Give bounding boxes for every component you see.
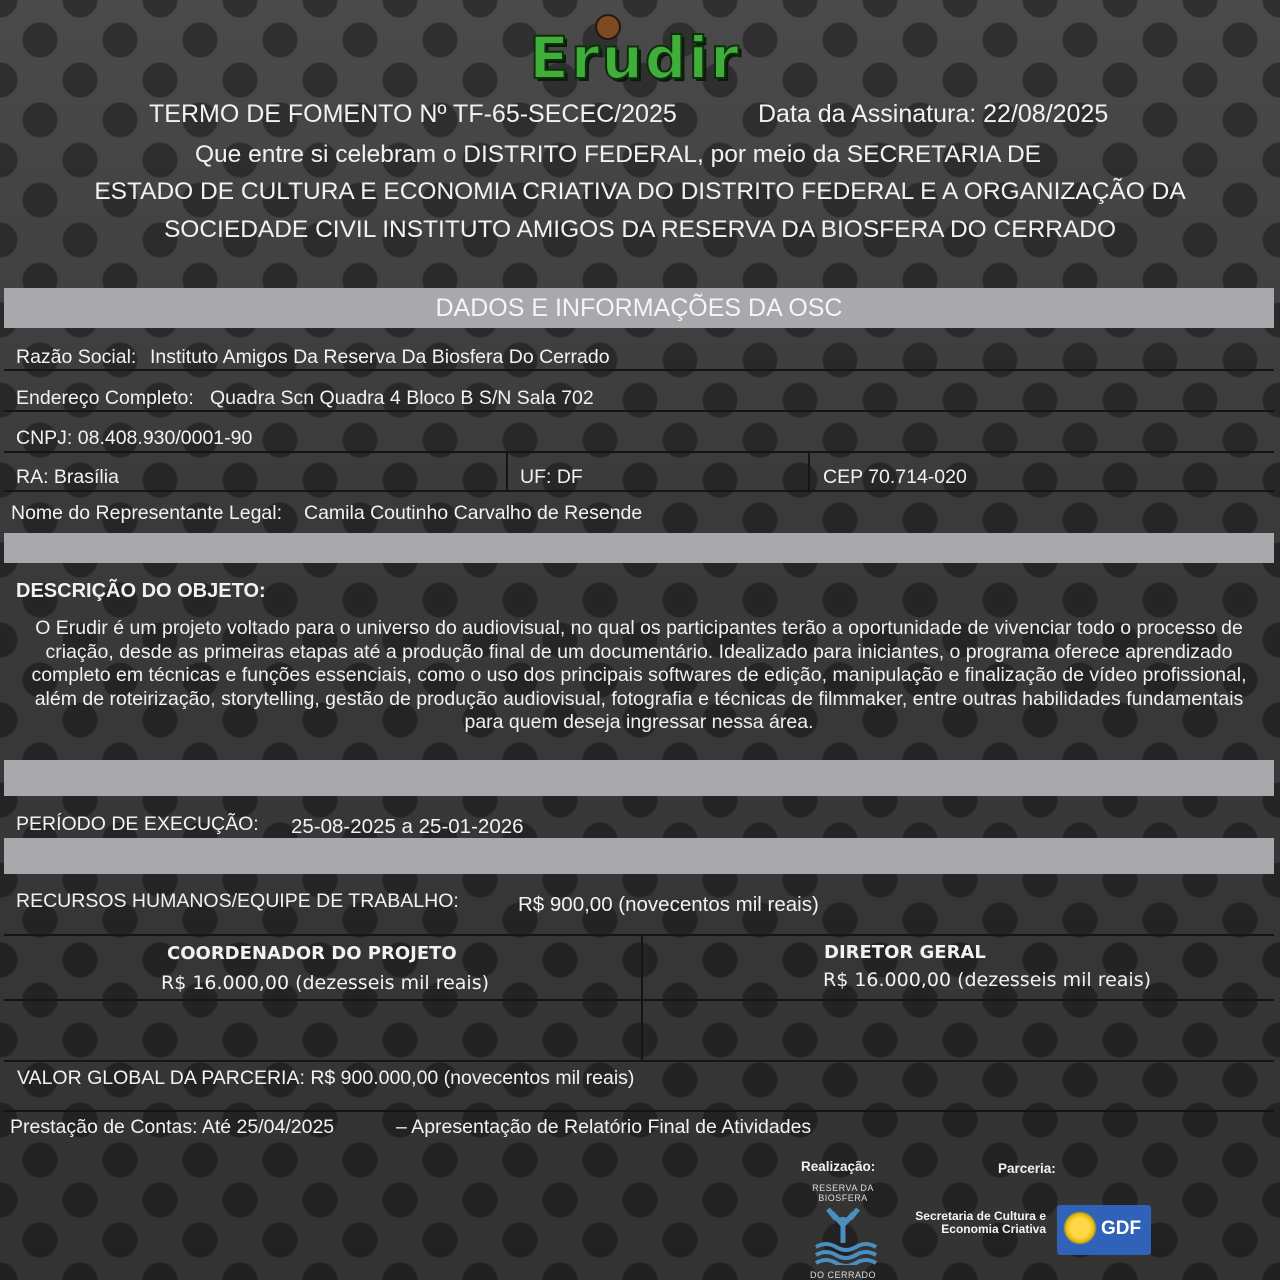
uf: UF: DF [520, 466, 583, 488]
gdf-logo [1057, 1205, 1151, 1255]
role-title-diretor: DIRETOR GERAL [824, 942, 986, 963]
representante-value: Camila Coutinho Carvalho de Resende [304, 502, 643, 524]
osc-section-title: DADOS E INFORMAÇÕES DA OSC [4, 288, 1274, 328]
gdf-text: GDF [1101, 1218, 1142, 1239]
biosfera-bottom-text: DO CERRADO [809, 1270, 876, 1280]
prestacao-relatorio: – Apresentação de Relatório Final de Atividades [396, 1116, 812, 1138]
valor-global: VALOR GLOBAL DA PARCERIA: R$ 900.000,00 (novecentos mil reais) [17, 1067, 635, 1089]
divider [4, 490, 1274, 492]
header-line-2: ESTADO DE CULTURA E ECONOMIA CRIATIVA DO DISTRITO FEDERAL E A ORGANIZAÇÃO DA [94, 178, 1186, 205]
divider [808, 452, 810, 490]
razao-social-label: Razão Social: [16, 346, 137, 368]
secretaria-cultura-logo: Secretaria de Cultura e Economia Criativa [915, 1209, 1046, 1236]
objeto-description: O Erudir é um projeto voltado para o universo do audiovisual, no qual os participantes terão a oportunidade de vivenciar todo o processo de criação, desde as primeiras etapas até a produção final de um documentário. Idealizado para iniciantes, o programa oferece aprendizado completo em técnicas e funções essenciais, como o uso dos principais softwares de edição, manipulação e finalização de vídeo profissional, além de roteirização, storytelling, gestão de produção audiovisual, fotografia e técnicas de filmmaker, entre outras habilidades fundamentais para quem deseja ingressar nessa área. [31, 617, 1247, 733]
parceria-label: Parceria: [998, 1161, 1056, 1176]
divider [4, 410, 1274, 412]
razao-social-value: Instituto Amigos Da Reserva Da Biosfera Do Cerrado [150, 346, 610, 368]
objeto-heading: DESCRIÇÃO DO OBJETO: [16, 580, 266, 602]
representante-label: Nome do Representante Legal: [11, 502, 283, 524]
separator-bar [4, 760, 1274, 796]
role-value-diretor: R$ 16.000,00 (dezesseis mil reais) [823, 969, 1152, 991]
divider [4, 934, 1274, 936]
recursos-value: R$ 900,00 (novecentos mil reais) [518, 893, 819, 916]
cnpj: CNPJ: 08.408.930/0001-90 [16, 427, 253, 449]
separator-bar [4, 838, 1274, 874]
divider [641, 936, 643, 1060]
divider [506, 452, 508, 490]
divider [4, 999, 1274, 1001]
periodo-value: 25-08-2025 a 25-01-2026 [291, 815, 524, 838]
prestacao-contas: Prestação de Contas: Até 25/04/2025 [10, 1116, 335, 1138]
ipe-flower-icon [1063, 1211, 1097, 1245]
realizacao-label: Realização: [801, 1159, 876, 1174]
endereco-value: Quadra Scn Quadra 4 Bloco B S/N Sala 702 [210, 387, 594, 409]
header-line-1: Que entre si celebram o DISTRITO FEDERAL, por meio da SECRETARIA DE [195, 141, 1041, 168]
header-line-3: SOCIEDADE CIVIL INSTITUTO AMIGOS DA RESERVA DA BIOSFERA DO CERRADO [163, 216, 1117, 243]
biosfera-top-text: RESERVA DA BIOSFERA [812, 1183, 874, 1203]
erudir-logo [515, 14, 755, 94]
divider [4, 451, 1274, 453]
logo-text: Erudir [529, 24, 741, 92]
reserva-biosfera-logo [806, 1183, 880, 1280]
role-value-coordenador: R$ 16.000,00 (dezesseis mil reais) [161, 972, 490, 994]
divider [4, 1060, 1274, 1062]
cep: CEP 70.714-020 [823, 466, 967, 488]
role-title-coordenador: COORDENADOR DO PROJETO [167, 943, 457, 964]
periodo-label: PERÍODO DE EXECUÇÃO: [16, 813, 259, 835]
recursos-label: RECURSOS HUMANOS/EQUIPE DE TRABALHO: [16, 890, 459, 912]
tree-water-icon [806, 1203, 880, 1265]
signature-date: Data da Assinatura: 22/08/2025 [758, 100, 1109, 128]
divider [4, 369, 1274, 371]
ra: RA: Brasília [16, 466, 119, 488]
endereco-label: Endereço Completo: [16, 387, 194, 409]
separator-bar [4, 533, 1274, 563]
divider [4, 1110, 1274, 1112]
termo-number: TERMO DE FOMENTO Nº TF-65-SECEC/2025 [149, 100, 677, 128]
